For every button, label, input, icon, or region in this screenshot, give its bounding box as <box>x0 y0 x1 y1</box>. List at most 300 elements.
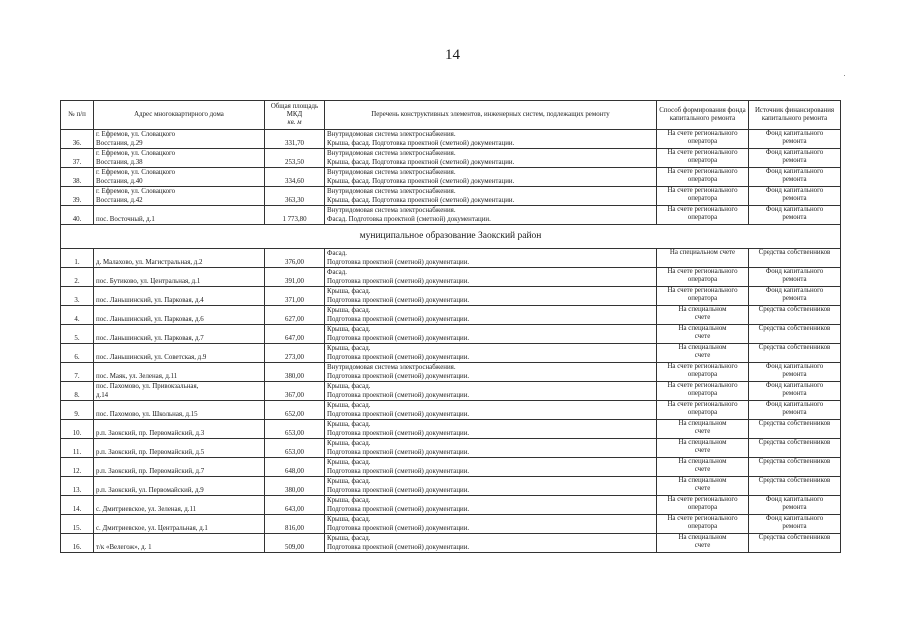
source-line-2: ремонта <box>782 195 807 203</box>
source-line-2: ремонта <box>782 523 807 531</box>
header-source: Источник финансирования капитального ремонта <box>749 101 841 130</box>
address-line-1: г. Ефремов, ул. Словацкого <box>96 169 176 177</box>
source-cell <box>749 149 841 168</box>
elements-line-2: Подготовка проектной (сметной) документации. <box>327 543 470 551</box>
method-line-2: счете <box>694 428 711 436</box>
method-line-1: На специальном <box>678 325 727 332</box>
address-cell <box>94 420 265 439</box>
address-line-2: пос. Ланьшинский, ул. Парковая, д.4 <box>96 296 204 304</box>
elements-line-1: Внутридомовая система электроснабжения. <box>327 188 456 196</box>
elements-line-2: Подготовка проектной (сметной) документации. <box>327 467 470 475</box>
source-cell <box>749 439 841 458</box>
method-line-1: На счете регионального <box>667 149 738 156</box>
area-cell: 367,00 <box>265 382 325 401</box>
area-cell: 643,00 <box>265 496 325 515</box>
elements-cell <box>325 268 657 287</box>
method-line-1: На счете регионального <box>667 515 738 522</box>
elements-cell <box>325 249 657 268</box>
source-cell <box>749 344 841 363</box>
elements-line-1: Крыша, фасад. <box>327 478 371 486</box>
row-number: 10. <box>61 420 94 439</box>
elements-line-1: Крыша, фасад. <box>327 497 371 505</box>
address-line-2: Восстания, д.42 <box>96 196 143 204</box>
method-line-2: оператора <box>687 195 718 203</box>
method-line-2: оператора <box>687 157 718 165</box>
method-cell <box>657 268 749 287</box>
area-cell: 253,50 <box>265 149 325 168</box>
method-cell <box>657 382 749 401</box>
elements-line-2: Подготовка проектной (сметной) документации. <box>327 277 470 285</box>
source-cell <box>749 168 841 187</box>
address-cell <box>94 149 265 168</box>
source-line-1: Фонд капитального <box>765 363 824 370</box>
method-line-2: оператора <box>687 276 718 284</box>
address-line-2: д. Малахово, ул. Магистральная, д.2 <box>96 258 203 266</box>
elements-line-2: Подготовка проектной (сметной) документации. <box>327 448 470 456</box>
table-row <box>61 496 841 515</box>
row-number: 6. <box>61 344 94 363</box>
method-line-1: На счете регионального <box>667 363 738 370</box>
address-cell <box>94 306 265 325</box>
scan-mark <box>844 75 845 76</box>
method-line-2: счете <box>694 466 711 474</box>
method-line-1: На счете регионального <box>667 401 738 408</box>
address-line-2: пос. Ланьшинский, ул. Парковая, д.6 <box>96 315 204 323</box>
elements-line-1: Крыша, фасад. <box>327 421 371 429</box>
elements-line-1: Крыша, фасад. <box>327 516 371 524</box>
source-cell <box>749 401 841 420</box>
source-cell <box>749 130 841 149</box>
elements-line-2: Подготовка проектной (сметной) документации. <box>327 353 470 361</box>
row-number: 3. <box>61 287 94 306</box>
method-cell <box>657 149 749 168</box>
elements-line-1: Крыша, фасад. <box>327 307 371 315</box>
elements-cell <box>325 401 657 420</box>
method-line-1: На специальном <box>678 420 727 427</box>
elements-line-2: Подготовка проектной (сметной) документации. <box>327 410 470 418</box>
method-line-2: оператора <box>687 295 718 303</box>
elements-line-2: Подготовка проектной (сметной) документации. <box>327 258 470 266</box>
address-cell <box>94 268 265 287</box>
address-line-2: р.п. Заокский, пр. Первомайский, д.3 <box>96 429 205 437</box>
row-number: 12. <box>61 458 94 477</box>
source-line-2: ремонта <box>782 390 807 398</box>
method-line-1: На счете регионального <box>667 382 738 389</box>
source-line-1: Фонд капитального <box>765 401 824 408</box>
source-line-1: Фонд капитального <box>765 515 824 522</box>
source-line-2: ремонта <box>782 504 807 512</box>
elements-line-2: Подготовка проектной (сметной) документации. <box>327 334 470 342</box>
source-line-2: ремонта <box>782 138 807 146</box>
method-line-2: оператора <box>687 371 718 379</box>
row-number: 1. <box>61 249 94 268</box>
section-title: муниципальное образование Заокский район <box>61 225 841 249</box>
address-cell <box>94 534 265 553</box>
table-row <box>61 287 841 306</box>
elements-line-2: Подготовка проектной (сметной) документации. <box>327 505 470 513</box>
method-line-2: счете <box>694 314 711 322</box>
elements-cell <box>325 344 657 363</box>
method-line-1: На счете регионального <box>667 130 738 137</box>
area-cell: 648,00 <box>265 458 325 477</box>
area-cell: 653,00 <box>265 420 325 439</box>
address-cell <box>94 168 265 187</box>
source-line-1: Фонд капитального <box>765 206 824 213</box>
method-line-1: На специальном счете <box>669 249 736 256</box>
address-line-2: Восстания, д.29 <box>96 139 143 147</box>
address-line-2: с. Дмитриевское, ул. Центральная, д.1 <box>96 524 208 532</box>
table-body-section <box>61 249 841 553</box>
method-cell <box>657 168 749 187</box>
method-line-2: оператора <box>687 176 718 184</box>
address-cell <box>94 187 265 206</box>
method-cell <box>657 439 749 458</box>
method-line-2: оператора <box>687 390 718 398</box>
method-line-1: На счете регионального <box>667 496 738 503</box>
source-cell <box>749 249 841 268</box>
address-line-1: г. Ефремов, ул. Словацкого <box>96 188 176 196</box>
method-line-1: На счете регионального <box>667 187 738 194</box>
source-line-1: Средства собственников <box>758 477 831 484</box>
elements-line-2: Крыша, фасад. Подготовка проектной (сметной) документации. <box>327 177 515 185</box>
table-row <box>61 458 841 477</box>
area-cell: 391,00 <box>265 268 325 287</box>
source-line-1: Средства собственников <box>758 306 831 313</box>
source-cell <box>749 325 841 344</box>
source-line-2: ремонта <box>782 409 807 417</box>
row-number: 2. <box>61 268 94 287</box>
source-line-1: Фонд капитального <box>765 287 824 294</box>
method-cell <box>657 130 749 149</box>
source-line-1: Средства собственников <box>758 249 831 256</box>
elements-line-1: Внутридомовая система электроснабжения. <box>327 131 456 139</box>
table-row <box>61 534 841 553</box>
area-cell: 816,00 <box>265 515 325 534</box>
method-line-1: На счете регионального <box>667 287 738 294</box>
source-line-2: ремонта <box>782 176 807 184</box>
elements-cell <box>325 534 657 553</box>
address-cell <box>94 496 265 515</box>
header-area <box>265 101 325 130</box>
elements-cell <box>325 382 657 401</box>
method-cell <box>657 206 749 225</box>
method-line-1: На специальном <box>678 534 727 541</box>
source-line-1: Фонд капитального <box>765 149 824 156</box>
address-cell <box>94 287 265 306</box>
elements-line-1: Фасад. <box>327 250 347 258</box>
row-number: 15. <box>61 515 94 534</box>
row-number: 8. <box>61 382 94 401</box>
address-line-2: р.п. Заокский, пр. Первомайский, д.7 <box>96 467 205 475</box>
method-cell <box>657 325 749 344</box>
elements-line-1: Крыша, фасад. <box>327 326 371 334</box>
method-line-2: счете <box>694 333 711 341</box>
method-cell <box>657 496 749 515</box>
table-row <box>61 439 841 458</box>
method-line-2: счете <box>694 447 711 455</box>
elements-line-1: Внутридомовая система электроснабжения. <box>327 207 456 215</box>
area-cell: 627,00 <box>265 306 325 325</box>
elements-line-2: Подготовка проектной (сметной) документации. <box>327 391 470 399</box>
address-cell <box>94 206 265 225</box>
address-line-2: Восстания, д.40 <box>96 177 143 185</box>
elements-line-1: Крыша, фасад. <box>327 535 371 543</box>
elements-cell <box>325 439 657 458</box>
row-number: 4. <box>61 306 94 325</box>
address-cell <box>94 477 265 496</box>
method-cell <box>657 344 749 363</box>
header-address: Адрес многоквартирного дома <box>94 101 265 130</box>
elements-line-1: Крыша, фасад. <box>327 345 371 353</box>
table-row <box>61 130 841 149</box>
source-line-1: Средства собственников <box>758 439 831 446</box>
method-line-1: На специальном <box>678 458 727 465</box>
elements-cell <box>325 496 657 515</box>
address-cell <box>94 401 265 420</box>
source-line-1: Средства собственников <box>758 458 831 465</box>
address-line-2: пос. Ланьшинский, ул. Парковая, д.7 <box>96 334 204 342</box>
source-line-1: Средства собственников <box>758 325 831 332</box>
table-row <box>61 401 841 420</box>
row-number: 9. <box>61 401 94 420</box>
elements-cell <box>325 206 657 225</box>
source-line-2: ремонта <box>782 214 807 222</box>
method-line-2: оператора <box>687 214 718 222</box>
table-row <box>61 249 841 268</box>
row-number: 38. <box>61 168 94 187</box>
area-cell: 376,00 <box>265 249 325 268</box>
method-cell <box>657 420 749 439</box>
method-line-1: На счете регионального <box>667 168 738 175</box>
elements-cell <box>325 458 657 477</box>
source-cell <box>749 496 841 515</box>
table-row <box>61 344 841 363</box>
elements-line-2: Подготовка проектной (сметной) документации. <box>327 524 470 532</box>
elements-line-1: Крыша, фасад. <box>327 459 371 467</box>
repair-table <box>60 100 841 553</box>
row-number: 39. <box>61 187 94 206</box>
source-cell <box>749 420 841 439</box>
method-cell <box>657 458 749 477</box>
area-cell: 647,00 <box>265 325 325 344</box>
elements-line-1: Внутридомовая система электроснабжения. <box>327 169 456 177</box>
address-cell <box>94 515 265 534</box>
area-cell: 334,60 <box>265 168 325 187</box>
method-cell <box>657 534 749 553</box>
source-cell <box>749 363 841 382</box>
elements-line-1: Внутридомовая система электроснабжения. <box>327 364 456 372</box>
source-line-1: Фонд капитального <box>765 268 824 275</box>
row-number: 40. <box>61 206 94 225</box>
elements-cell <box>325 287 657 306</box>
table-row <box>61 420 841 439</box>
elements-line-2: Подготовка проектной (сметной) документации. <box>327 429 470 437</box>
elements-cell <box>325 168 657 187</box>
address-line-2: пос. Ланьшинский, ул. Советская, д.9 <box>96 353 207 361</box>
address-line-2: р.п. Заокский, пр. Первомайский, д.5 <box>96 448 205 456</box>
source-line-2: ремонта <box>782 371 807 379</box>
table-row <box>61 168 841 187</box>
source-cell <box>749 206 841 225</box>
table-row <box>61 206 841 225</box>
elements-line-1: Крыша, фасад. <box>327 288 371 296</box>
method-line-1: На специальном <box>678 306 727 313</box>
method-line-1: На специальном <box>678 344 727 351</box>
area-cell: 509,00 <box>265 534 325 553</box>
table-row <box>61 149 841 168</box>
table-row <box>61 306 841 325</box>
source-cell <box>749 382 841 401</box>
table-row <box>61 325 841 344</box>
elements-line-2: Крыша, фасад. Подготовка проектной (сметной) документации. <box>327 196 515 204</box>
header-area-unit: кв. м <box>287 119 302 126</box>
row-number: 5. <box>61 325 94 344</box>
source-cell <box>749 268 841 287</box>
address-line-2: пос. Восточный, д.1 <box>96 215 155 223</box>
area-cell: 380,00 <box>265 363 325 382</box>
source-line-2: ремонта <box>782 295 807 303</box>
row-number: 14. <box>61 496 94 515</box>
method-line-1: На специальном <box>678 477 727 484</box>
row-number: 36. <box>61 130 94 149</box>
source-line-2: ремонта <box>782 276 807 284</box>
table-row <box>61 515 841 534</box>
area-cell: 653,00 <box>265 439 325 458</box>
row-number: 16. <box>61 534 94 553</box>
source-cell <box>749 287 841 306</box>
table-body-top <box>61 130 841 225</box>
address-line-2: д.14 <box>96 391 109 399</box>
method-line-2: счете <box>694 352 711 360</box>
method-cell <box>657 187 749 206</box>
address-line-2: пос. Бутиково, ул. Центральная, д.1 <box>96 277 201 285</box>
method-line-2: оператора <box>687 504 718 512</box>
source-cell <box>749 515 841 534</box>
header-no: № п/п <box>61 101 94 130</box>
elements-line-1: Крыша, фасад. <box>327 383 371 391</box>
method-cell <box>657 515 749 534</box>
method-cell <box>657 401 749 420</box>
elements-cell <box>325 187 657 206</box>
address-line-1: г. Ефремов, ул. Словацкого <box>96 150 176 158</box>
source-line-1: Фонд капитального <box>765 187 824 194</box>
row-number: 37. <box>61 149 94 168</box>
address-cell <box>94 382 265 401</box>
address-cell <box>94 325 265 344</box>
elements-cell <box>325 363 657 382</box>
address-cell <box>94 344 265 363</box>
area-cell: 331,70 <box>265 130 325 149</box>
source-line-1: Средства собственников <box>758 534 831 541</box>
elements-line-1: Внутридомовая система электроснабжения. <box>327 150 456 158</box>
method-line-1: На специальном <box>678 439 727 446</box>
source-cell <box>749 306 841 325</box>
method-line-2: оператора <box>687 409 718 417</box>
elements-cell <box>325 149 657 168</box>
table-row <box>61 187 841 206</box>
area-cell: 1 773,80 <box>265 206 325 225</box>
source-cell <box>749 477 841 496</box>
source-cell <box>749 534 841 553</box>
elements-line-2: Подготовка проектной (сметной) документации. <box>327 315 470 323</box>
method-line-1: На счете регионального <box>667 268 738 275</box>
method-cell <box>657 249 749 268</box>
table-row <box>61 268 841 287</box>
address-cell <box>94 458 265 477</box>
method-cell <box>657 306 749 325</box>
elements-cell <box>325 325 657 344</box>
elements-line-1: Крыша, фасад. <box>327 402 371 410</box>
source-cell <box>749 458 841 477</box>
area-cell: 380,00 <box>265 477 325 496</box>
elements-line-2: Подготовка проектной (сметной) документации. <box>327 296 470 304</box>
address-line-2: пос. Маяк, ул. Зеленая, д.11 <box>96 372 178 380</box>
elements-line-2: Подготовка проектной (сметной) документации. <box>327 486 470 494</box>
header-area-label: Общая площадь МКД <box>270 103 319 118</box>
method-line-2: оператора <box>687 523 718 531</box>
area-cell: 363,30 <box>265 187 325 206</box>
address-line-2: р.п. Заокский, ул. Первомайский, д.9 <box>96 486 204 494</box>
area-cell: 273,00 <box>265 344 325 363</box>
address-line-1: пос. Пахомово, ул. Привокзальная, <box>96 383 199 391</box>
elements-line-2: Крыша, фасад. Подготовка проектной (сметной) документации. <box>327 158 515 166</box>
elements-line-2: Подготовка проектной (сметной) документации. <box>327 372 470 380</box>
address-line-2: с. Дмитриевское, ул. Зеленая, д.11 <box>96 505 197 513</box>
source-line-1: Фонд капитального <box>765 382 824 389</box>
elements-line-2: Фасад. Подготовка проектной (сметной) документации. <box>327 215 491 223</box>
area-cell: 371,00 <box>265 287 325 306</box>
method-line-1: На счете регионального <box>667 206 738 213</box>
address-cell <box>94 130 265 149</box>
method-cell <box>657 287 749 306</box>
header-method: Способ формирования фонда капитального ремонта <box>657 101 749 130</box>
address-line-2: Восстания, д.38 <box>96 158 143 166</box>
elements-cell <box>325 306 657 325</box>
elements-line-2: Крыша, фасад. Подготовка проектной (сметной) документации. <box>327 139 515 147</box>
table-row <box>61 477 841 496</box>
elements-line-1: Крыша, фасад. <box>327 440 371 448</box>
source-line-2: ремонта <box>782 157 807 165</box>
row-number: 11. <box>61 439 94 458</box>
row-number: 7. <box>61 363 94 382</box>
address-line-2: т/к «Велегож», д. 1 <box>96 543 152 551</box>
method-line-2: счете <box>694 542 711 550</box>
method-line-2: оператора <box>687 138 718 146</box>
page-number: 14 <box>445 47 460 63</box>
source-cell <box>749 187 841 206</box>
section-row <box>61 225 841 249</box>
source-line-1: Средства собственников <box>758 344 831 351</box>
source-line-1: Фонд капитального <box>765 168 824 175</box>
table-row <box>61 382 841 401</box>
method-cell <box>657 363 749 382</box>
source-line-1: Средства собственников <box>758 420 831 427</box>
address-cell <box>94 249 265 268</box>
address-cell <box>94 439 265 458</box>
row-number: 13. <box>61 477 94 496</box>
area-cell: 652,00 <box>265 401 325 420</box>
header-elements: Перечень конструктивных элементов, инженерных систем, подлежащих ремонту <box>325 101 657 130</box>
address-line-1: г. Ефремов, ул. Словацкого <box>96 131 176 139</box>
source-line-1: Фонд капитального <box>765 130 824 137</box>
elements-cell <box>325 130 657 149</box>
method-line-2: счете <box>694 485 711 493</box>
elements-cell <box>325 515 657 534</box>
elements-cell <box>325 477 657 496</box>
table-header-row <box>61 101 841 130</box>
elements-line-1: Фасад. <box>327 269 347 277</box>
table-row <box>61 363 841 382</box>
